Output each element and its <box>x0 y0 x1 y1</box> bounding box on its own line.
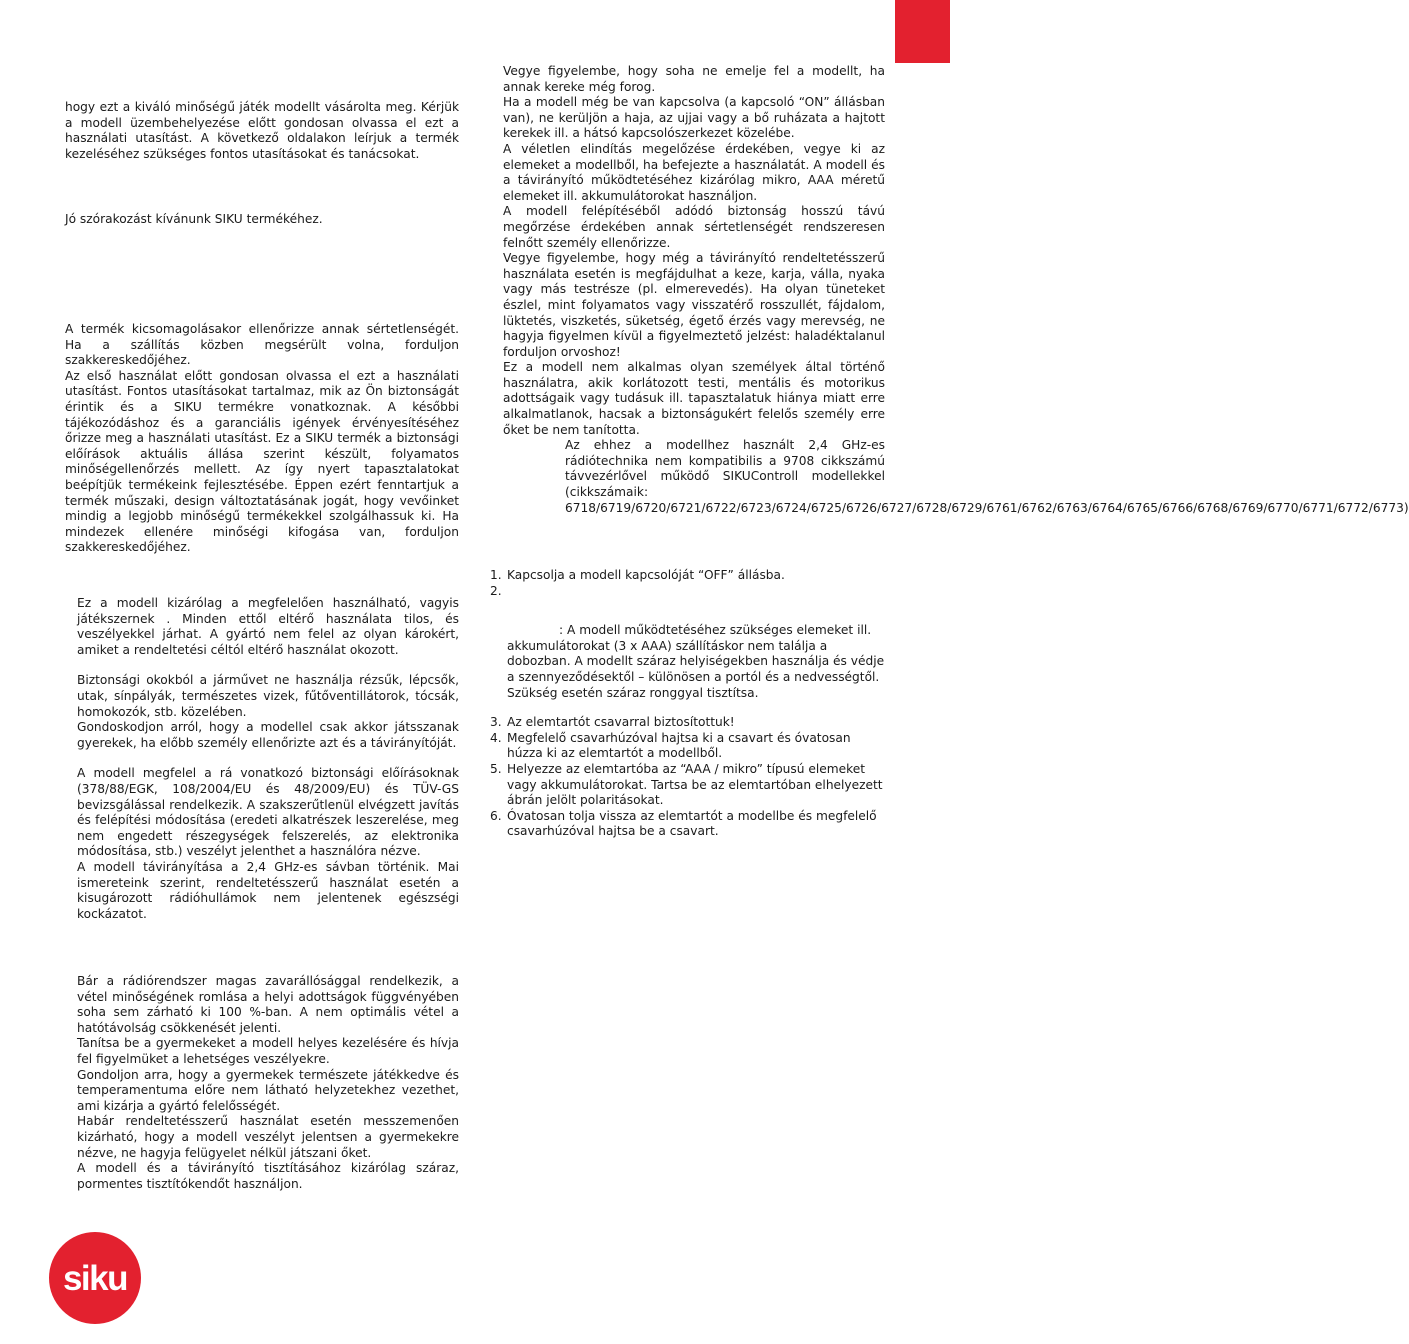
warning-paragraph: Vegye figyelembe, hogy még a távirányító rendeltetésszerű használata esetén is megfájdulhat a keze, karja, válla, nyaka vagy más testrésze (pl. elmerevedés). Ha olyan tüneteket észlel, mint folyamatos vagy visszatérő rosszullét, fájdalom, lüktetés, viszketés, süketség, égető érzés vagy merevség, ne hagyja figyelmen kívül a figyelmeztető jelzést: haladéktalanul forduljon orvoshoz! <box>503 251 885 359</box>
usage-paragraph: Gondoskodjon arról, hogy a modellel csak akkor játsszanak gyerekek, ha előbb személy ellenőrizte azt és a távirányítóját. <box>77 720 459 750</box>
step-text: Helyezze az elemtartóba az “AAA / mikro” típusú elemeket vagy akkumulátorokat. Tartsa be az elemtartóban elhelyezett ábrán jelölt polaritásokat. <box>507 761 883 808</box>
radio-paragraph: Habár rendeltetésszerű használat esetén messzemenően kizárható, hogy a modell veszélyt jelentsen a gyermekekre nézve, ne hagyja felügyelet nélkül játszani őket. <box>77 1114 459 1160</box>
warning-paragraph: Vegye figyelembe, hogy soha ne emelje fel a modellt, ha annak kereke még forog. <box>503 64 885 94</box>
step-number: 1. <box>490 568 502 582</box>
step-text: Megfelelő csavarhúzóval hajtsa ki a csavart és óvatosan húzza ki az elemtartót a modellből. <box>507 730 851 761</box>
list-item <box>490 623 885 701</box>
radio-paragraph: A modell és a távirányító tisztításához kizárólag száraz, pormentes tisztítókendőt használjon. <box>77 1161 459 1191</box>
radio-paragraph: Gondoljon arra, hogy a gyermekek természete játékkedve és temperamentuma előre nem látható helyzetekhez vezethet, ami kizárja a gyártó felelősségét. <box>77 1067 459 1113</box>
packaging-paragraph: Az első használat előtt gondosan olvassa el ezt a használati utasítást. Fontos utasításokat tartalmaz, mik az Ön biztonságát érintik és a SIKU termékre vonatkoznak. A későbbi tájékozódáshoz és a garanciális igények érvényesítéséhez őrizze meg a használati utasítást. Ez a SIKU termék a biztonsági előírások aktuális állása szerint készült, folyamatos minőségellenőrzés mellett. Az így nyert tapasztalatokat beépítjük termékeink fejlesztésébe. Éppen ezért fenntartjuk a termék műszaki, design változtatásának jogát, hogy vevőinket mindig a legjobb minőségű termékekkel szolgálhassuk ki. Ha mindezek ellenére minőségi kifogása van, forduljon szakkereskedőjéhez. <box>65 368 459 555</box>
step-text: Óvatosan tolja vissza az elemtartót a modellbe és megfelelő csavarhúzóval hajtsa be a csavart. <box>507 808 877 839</box>
packaging-section <box>65 322 459 556</box>
step-number: 3. <box>490 715 502 730</box>
radio-paragraph: Bár a rádiórendszer magas zavarállósággal rendelkezik, a vétel minőségének romlása a helyi adottságok függvényében soha sem zárható ki 100 %-ban. A nem optimális vétel a hatótávolság csökkenését jelenti. <box>77 974 459 1035</box>
siku-logo <box>49 1232 141 1324</box>
step-number <box>490 623 507 701</box>
logo-text: siku <box>62 1259 128 1299</box>
usage-section <box>77 596 459 922</box>
warning-paragraph: A modell felépítéséből adódó biztonság hosszú távú megőrzése érdekében annak sértetlenségét rendszeresen felnőtt személy ellenőrizze. <box>503 204 885 250</box>
step-text <box>507 584 885 600</box>
list-item <box>490 809 885 840</box>
warning-paragraph: Ez a modell nem alkalmas olyan személyek által történő használatra, akik korlátozott testi, mentális és motorikus adottságaik vagy tudásuk ill. tapasztalatuk hiánya miatt erre alkalmatlanok, hacsak a biztonságukért felelős személy erre őket be nem tanította. <box>503 360 885 437</box>
packaging-paragraph: A termék kicsomagolásakor ellenőrizze annak sértetlenségét. Ha a szállítás közben megsérült volna, forduljon szakkereskedőjéhez. <box>65 322 459 368</box>
greeting-text: Jó szórakozást kívánunk SIKU termékéhez. <box>65 212 323 226</box>
warning-paragraph: A véletlen elindítás megelőzése érdekében, vegye ki az elemeket a modellből, ha befejezte a használatát. A modell és a távirányító működtetéséhez kizárólag mikro, AAA méretű elemeket ill. akkumulátorokat használjon. <box>503 141 885 203</box>
warnings-section <box>503 64 1409 516</box>
step-note: : A modell működtetéséhez szükséges elemeket ill. akkumulátorokat (3 x AAA) szállításkor nem találja a dobozban. A modellt száraz helyiségekben használja és védje a szennyeződésektől – különösen a portól és a nedvességtől. Szükség esetén száraz ronggyal tisztítsa. <box>507 623 885 700</box>
step-number: 5. <box>490 761 502 776</box>
radio-section <box>77 974 459 1192</box>
step-number: 4. <box>490 730 502 745</box>
list-item <box>490 731 885 762</box>
usage-paragraph: Ez a modell kizárólag a megfelelően használható, vagyis játékszernek . Minden ettől eltérő használata tilos, és veszélyekkel járhat. A gyártó nem felel az olyan károkért, amiket a rendeltetési céltól eltérő használat okozott. <box>77 596 459 657</box>
list-item <box>490 715 885 731</box>
step-text: Kapcsolja a modell kapcsolóját “OFF” állásba. <box>507 568 785 582</box>
warning-paragraph: Az ehhez a modellhez használt 2,4 GHz-es rádiótechnika nem kompatibilis a 9708 cikkszámú távvezérlővel működő SIKUControll modellekkel (cikkszámaik: 6718/6719/6720/6721/6722/6723/6724/6725/6726/6727/6728/6729/6761/6762/6763/6764/6765/6766/6768/6769/6770/6771/6772/6773) <box>565 438 1409 515</box>
usage-paragraph: A modell megfelel a rá vonatkozó biztonsági előírásoknak (378/88/EGK, 108/2004/EU és 48/2009/EU) és TÜV-GS bevizsgálással rendelkezik. A szakszerűtlenül elvégzett javítás és felépítési módosítása (eredeti alkatrészek leszerelése, meg nem engedett részegységek felszerelés, az elektronika módosítása, stb.) veszélyt jelenthet a használóra nézve. <box>77 766 459 859</box>
battery-steps-list <box>490 568 885 840</box>
corner-tab <box>895 0 950 63</box>
list-item <box>490 762 885 809</box>
list-item <box>490 584 885 600</box>
step-text: Az elemtartót csavarral biztosítottuk! <box>507 715 735 730</box>
step-number: 2. <box>490 583 502 598</box>
radio-paragraph: Tanítsa be a gyermekeket a modell helyes kezelésére és hívja fel figyelmüket a lehetséges veszélyekre. <box>77 1036 459 1066</box>
list-item <box>490 568 885 584</box>
step-number: 6. <box>490 808 502 823</box>
usage-paragraph: A modell távirányítása a 2,4 GHz-es sávban történik. Mai ismereteink szerint, rendeltetésszerű használat esetén a kisugározott rádióhullámok nem jelentenek egészségi kockázatot. <box>77 859 459 921</box>
warning-paragraph: Ha a modell még be van kapcsolva (a kapcsoló “ON” állásban van), ne kerüljön a haja, az ujjai vagy a bő ruházata a hajtott kerekek ill. a hátsó kapcsolószerkezet közelébe. <box>503 95 885 141</box>
usage-paragraph: Biztonsági okokból a járművet ne használja rézsűk, lépcsők, utak, sínpályák, természetes vizek, fűtőventillátorok, tócsák, homokozók, stb. közelében. <box>77 673 459 719</box>
intro-paragraph: hogy ezt a kiváló minőségű játék modellt vásárolta meg. Kérjük a modell üzembehelyezése előtt gondosan olvassa el ezt a használati utasítást. A következő oldalakon leírjuk a termék kezeléséhez szükséges fontos utasításokat és tanácsokat. <box>65 100 459 161</box>
